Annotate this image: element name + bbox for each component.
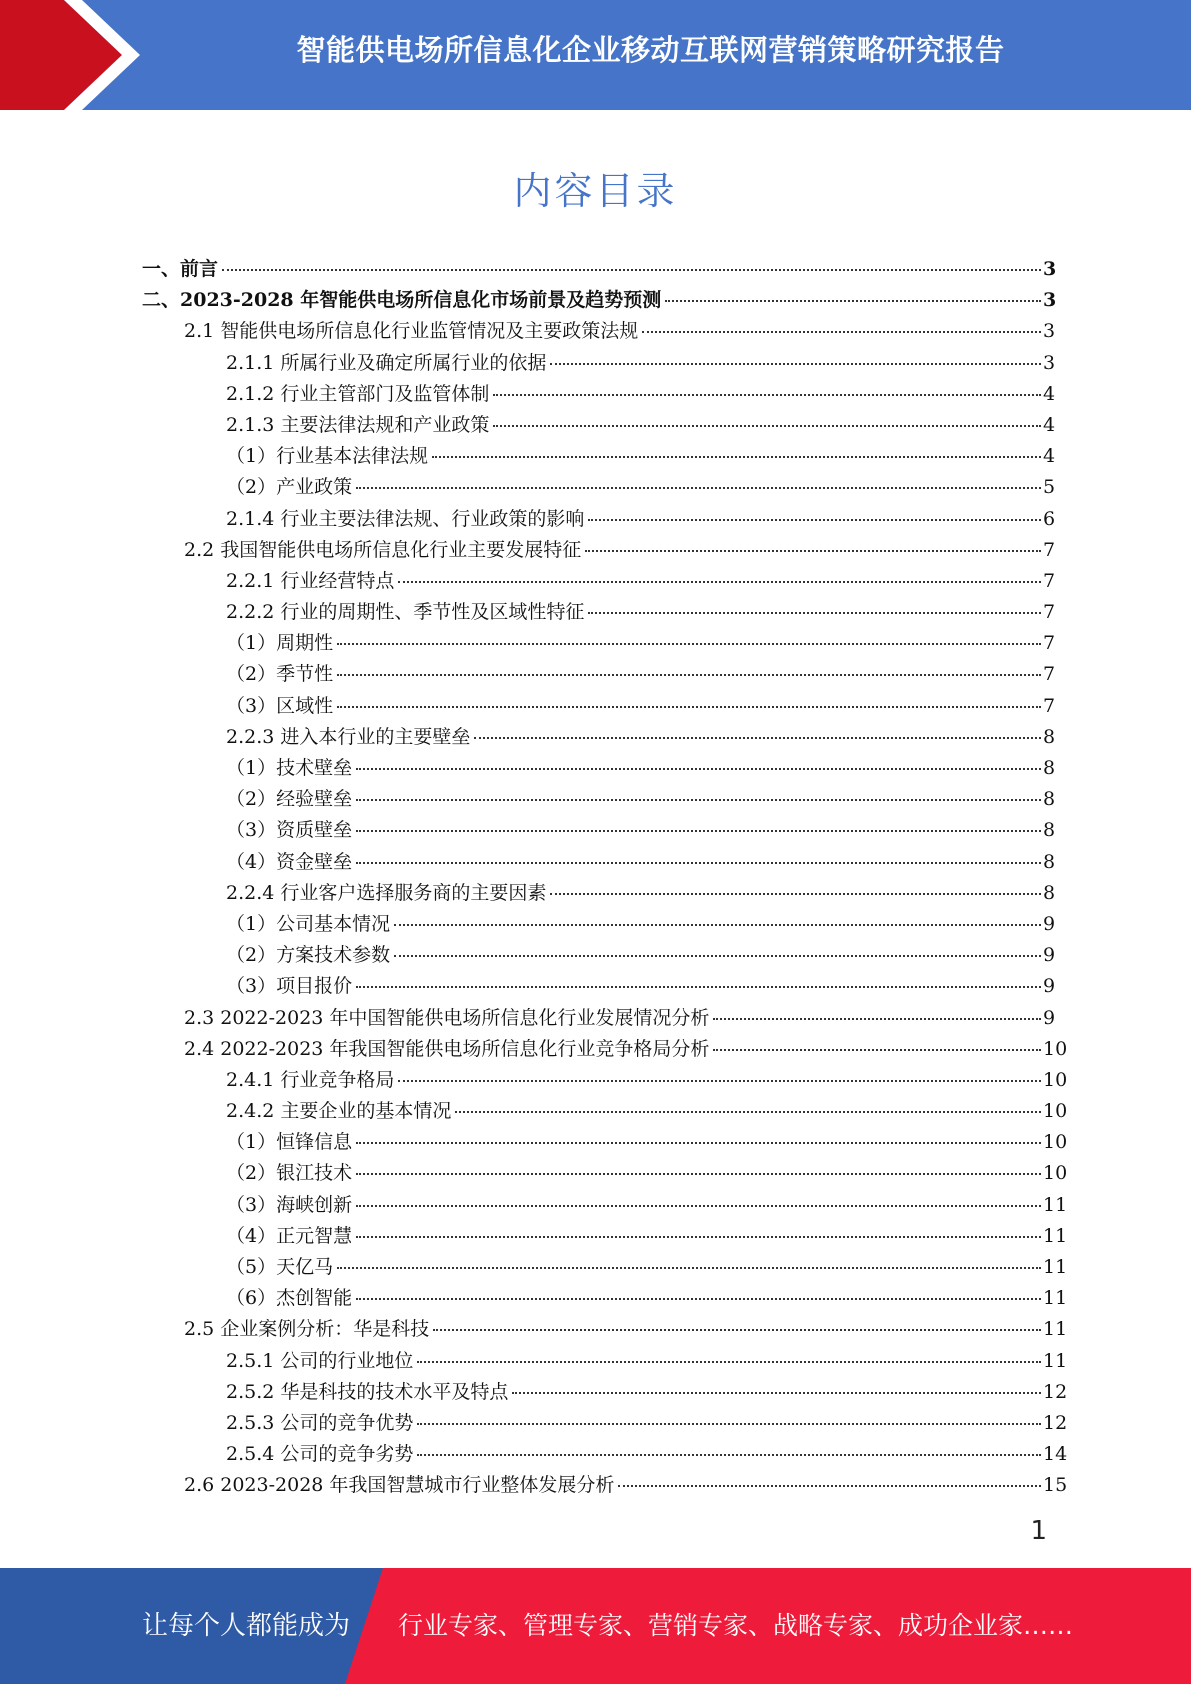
toc-entry-page: 3 [1043, 289, 1057, 312]
toc-entry-title: （2）产业政策 [226, 476, 353, 499]
toc-entry-title: 2.2.3 进入本行业的主要壁垒 [226, 725, 471, 748]
toc-entry-page: 3 [1043, 320, 1056, 343]
toc-dot-leader [493, 425, 1041, 427]
toc-entry-title: 2.1.2 行业主管部门及监管体制 [226, 382, 490, 405]
toc-entry-page: 11 [1043, 1349, 1068, 1372]
toc-entry[interactable] [0, 1127, 1191, 1158]
toc-entry-title: 2.6 2023-2028 年我国智慧城市行业整体发展分析 [184, 1474, 615, 1497]
toc-entry-page: 7 [1043, 601, 1056, 624]
toc-entry-page: 10 [1043, 1162, 1068, 1185]
toc-entry[interactable] [0, 1439, 1191, 1470]
toc-entry-page: 4 [1043, 413, 1056, 436]
toc-dot-leader [337, 674, 1041, 676]
toc-entry-title: （3）区域性 [226, 694, 334, 717]
toc-entry-title: （4）资金壁垒 [226, 850, 353, 873]
toc-dot-leader [222, 269, 1041, 271]
toc-entry-title: 2.4.2 主要企业的基本情况 [226, 1100, 452, 1123]
toc-dot-leader [394, 955, 1041, 957]
toc-entry-page: 14 [1043, 1443, 1068, 1466]
toc-entry[interactable] [0, 1408, 1191, 1439]
toc-entry[interactable] [0, 753, 1191, 784]
toc-entry-page: 9 [1043, 912, 1056, 935]
toc-entry-page: 8 [1043, 881, 1056, 904]
toc-dot-leader [493, 394, 1041, 396]
toc-entry-title: （1）恒锋信息 [226, 1131, 353, 1154]
toc-entry-page: 4 [1043, 445, 1056, 468]
toc-entry[interactable] [0, 815, 1191, 846]
toc-dot-leader [356, 1142, 1041, 1144]
toc-entry-title: 2.5 企业案例分析：华是科技 [184, 1318, 430, 1341]
toc-entry[interactable] [0, 691, 1191, 722]
toc-entry-page: 15 [1043, 1474, 1068, 1497]
toc-dot-leader [356, 1236, 1041, 1238]
toc-entry[interactable] [0, 1252, 1191, 1283]
footer-slogan-left: 让每个人都能成为 [142, 1611, 351, 1641]
toc-entry-title: （3）项目报价 [226, 975, 353, 998]
toc-dot-leader [356, 487, 1041, 489]
toc-entry-title: 2.2.2 行业的周期性、季节性及区域性特征 [226, 601, 585, 624]
toc-entry-title: （5）天亿马 [226, 1256, 334, 1278]
toc-entry[interactable] [0, 285, 1191, 316]
toc-dot-leader [394, 924, 1041, 926]
toc-dot-leader [713, 1018, 1041, 1020]
toc-entry[interactable] [0, 1034, 1191, 1065]
toc-entry[interactable] [0, 1346, 1191, 1377]
toc-dot-leader [550, 893, 1041, 895]
report-title: 智能供电场所信息化企业移动互联网营销策略研究报告 [296, 33, 1005, 67]
toc-entry-page: 12 [1043, 1380, 1068, 1403]
toc-dot-leader [356, 768, 1041, 770]
toc-entry-page: 8 [1043, 757, 1056, 779]
toc-entry-page: 7 [1043, 632, 1056, 655]
chevron-arrow-icon [0, 0, 160, 110]
toc-entry-title: 2.5.3 公司的竞争优势 [226, 1411, 414, 1434]
toc-entry-page: 7 [1043, 663, 1056, 686]
toc-dot-leader [356, 799, 1041, 801]
toc-entry-page: 6 [1043, 507, 1056, 530]
toc-entry[interactable] [0, 1470, 1191, 1501]
toc-dot-leader [433, 1329, 1041, 1331]
toc-entry[interactable] [0, 1377, 1191, 1408]
toc-entry[interactable] [0, 722, 1191, 753]
toc-entry-page: 4 [1043, 382, 1056, 405]
toc-entry-title: 2.1 智能供电场所信息化行业监管情况及主要政策法规 [184, 320, 639, 343]
toc-dot-leader [665, 300, 1041, 302]
toc-entry-title: 2.5.1 公司的行业地位 [226, 1349, 414, 1372]
toc-entry[interactable] [0, 1314, 1191, 1345]
toc-entry-title: 2.1.3 主要法律法规和产业政策 [226, 413, 490, 436]
toc-entry[interactable] [0, 535, 1191, 566]
toc-entry[interactable] [0, 940, 1191, 971]
toc-dot-leader [512, 1392, 1041, 1394]
toc-entry-title: 2.1.1 所属行业及确定所属行业的依据 [226, 351, 547, 374]
toc-dot-leader [356, 862, 1041, 864]
toc-heading: 内容目录 [513, 169, 678, 213]
toc-dot-leader [474, 737, 1041, 739]
toc-entry[interactable] [0, 1158, 1191, 1189]
toc-entry[interactable] [0, 1283, 1191, 1314]
toc-entry-page: 3 [1043, 258, 1057, 280]
toc-dot-leader [417, 1423, 1041, 1425]
toc-dot-leader [432, 456, 1041, 458]
toc-entry[interactable] [0, 1003, 1191, 1034]
toc-entry-title: 2.2 我国智能供电场所信息化行业主要发展特征 [184, 538, 582, 561]
toc-dot-leader [356, 830, 1041, 832]
toc-entry-title: （1）公司基本情况 [226, 912, 391, 935]
footer-slogan-right: 行业专家、管理专家、营销专家、战略专家、成功企业家…… [398, 1611, 1074, 1640]
toc-entry-page: 5 [1043, 476, 1056, 499]
toc-entry-page: 10 [1043, 1100, 1068, 1123]
toc-entry-page: 9 [1043, 944, 1056, 967]
toc-entry[interactable] [0, 659, 1191, 690]
header-band [0, 0, 1191, 110]
toc-entry-title: 2.1.4 行业主要法律法规、行业政策的影响 [226, 507, 585, 530]
toc-entry-title: 一、前言 [142, 258, 219, 280]
toc-entry-page: 9 [1043, 1006, 1056, 1029]
toc-entry[interactable] [0, 909, 1191, 940]
toc-entry[interactable] [0, 847, 1191, 878]
toc-entry[interactable] [0, 441, 1191, 472]
toc-entry-page: 10 [1043, 1037, 1068, 1060]
toc-entry[interactable] [0, 1096, 1191, 1127]
toc-entry[interactable] [0, 784, 1191, 815]
toc-entry-title: 2.2.1 行业经营特点 [226, 569, 395, 592]
toc-dot-leader [417, 1361, 1041, 1363]
toc-entry-page: 11 [1043, 1193, 1068, 1216]
toc-entry-page: 11 [1043, 1224, 1068, 1247]
toc-entry[interactable] [0, 1065, 1191, 1096]
toc-entry-title: 2.4.1 行业竞争格局 [226, 1068, 395, 1091]
toc-entry[interactable] [0, 254, 1191, 285]
toc-entry[interactable] [0, 316, 1191, 347]
toc-entry-title: （2）经验壁垒 [226, 788, 353, 811]
toc-entry-title: 2.4 2022-2023 年我国智能供电场所信息化行业竞争格局分析 [184, 1037, 710, 1060]
toc-entry-title: 二、2023-2028 年智能供电场所信息化市场前景及趋势预测 [142, 289, 662, 312]
toc-entry-page: 8 [1043, 725, 1056, 748]
toc-entry-title: （1）技术壁垒 [226, 757, 353, 779]
toc-entry[interactable] [0, 410, 1191, 441]
toc-entry-title: 2.3 2022-2023 年中国智能供电场所信息化行业发展情况分析 [184, 1006, 710, 1029]
toc-entry-title: 2.2.4 行业客户选择服务商的主要因素 [226, 881, 547, 904]
toc-entry-title: 2.5.2 华是科技的技术水平及特点 [226, 1380, 509, 1403]
toc-dot-leader [356, 1173, 1041, 1175]
toc-entry-title: （3）资质壁垒 [226, 819, 353, 842]
toc-dot-leader [337, 1267, 1041, 1269]
toc-entry-page: 10 [1043, 1068, 1068, 1091]
page-number: 1 [1030, 1516, 1047, 1546]
toc-entry-title: （4）正元智慧 [226, 1224, 353, 1247]
toc-dot-leader [618, 1485, 1041, 1487]
toc-dot-leader [455, 1111, 1041, 1113]
toc-dot-leader [398, 1080, 1041, 1082]
toc-entry-page: 3 [1043, 351, 1056, 374]
toc-entry-page: 7 [1043, 538, 1056, 561]
toc-entry[interactable] [0, 504, 1191, 535]
toc-entry[interactable] [0, 597, 1191, 628]
toc-entry-page: 9 [1043, 975, 1056, 998]
toc-dot-leader [642, 331, 1041, 333]
toc-entry-page: 11 [1043, 1256, 1068, 1278]
toc-dot-leader [337, 706, 1041, 708]
toc-entry[interactable] [0, 348, 1191, 379]
toc-dot-leader [713, 1049, 1041, 1051]
toc-dot-leader [585, 550, 1041, 552]
toc-entry-page: 7 [1043, 569, 1056, 592]
toc-entry-page: 8 [1043, 850, 1056, 873]
footer-band [0, 1568, 1191, 1684]
toc-entry-page: 8 [1043, 788, 1056, 811]
toc-dot-leader [356, 986, 1041, 988]
table-of-contents [0, 254, 1191, 1502]
toc-entry-page: 10 [1043, 1131, 1068, 1154]
toc-dot-leader [588, 519, 1041, 521]
toc-dot-leader [417, 1454, 1041, 1456]
toc-entry-page: 7 [1043, 694, 1056, 717]
toc-entry[interactable] [0, 628, 1191, 659]
toc-dot-leader [588, 612, 1041, 614]
toc-entry-page: 11 [1043, 1287, 1068, 1310]
toc-entry-title: （1）周期性 [226, 632, 334, 655]
toc-entry-page: 8 [1043, 819, 1056, 842]
toc-entry[interactable] [0, 878, 1191, 909]
toc-entry-title: （1）行业基本法律法规 [226, 445, 429, 468]
toc-entry[interactable] [0, 1190, 1191, 1221]
toc-entry-title: （3）海峡创新 [226, 1193, 353, 1216]
toc-dot-leader [337, 643, 1041, 645]
toc-dot-leader [356, 1205, 1041, 1207]
toc-entry[interactable] [0, 971, 1191, 1002]
toc-entry-page: 11 [1043, 1318, 1068, 1341]
toc-entry[interactable] [0, 472, 1191, 503]
toc-dot-leader [356, 1298, 1041, 1300]
toc-entry-title: 2.5.4 公司的竞争劣势 [226, 1443, 414, 1466]
toc-dot-leader [398, 581, 1041, 583]
toc-entry-page: 12 [1043, 1411, 1068, 1434]
toc-entry[interactable] [0, 379, 1191, 410]
toc-dot-leader [550, 363, 1041, 365]
toc-entry-title: （2）方案技术参数 [226, 944, 391, 967]
toc-entry-title: （6）杰创智能 [226, 1287, 353, 1310]
toc-entry[interactable] [0, 1221, 1191, 1252]
toc-entry-title: （2）季节性 [226, 663, 334, 686]
toc-entry[interactable] [0, 566, 1191, 597]
toc-entry-title: （2）银江技术 [226, 1162, 353, 1185]
